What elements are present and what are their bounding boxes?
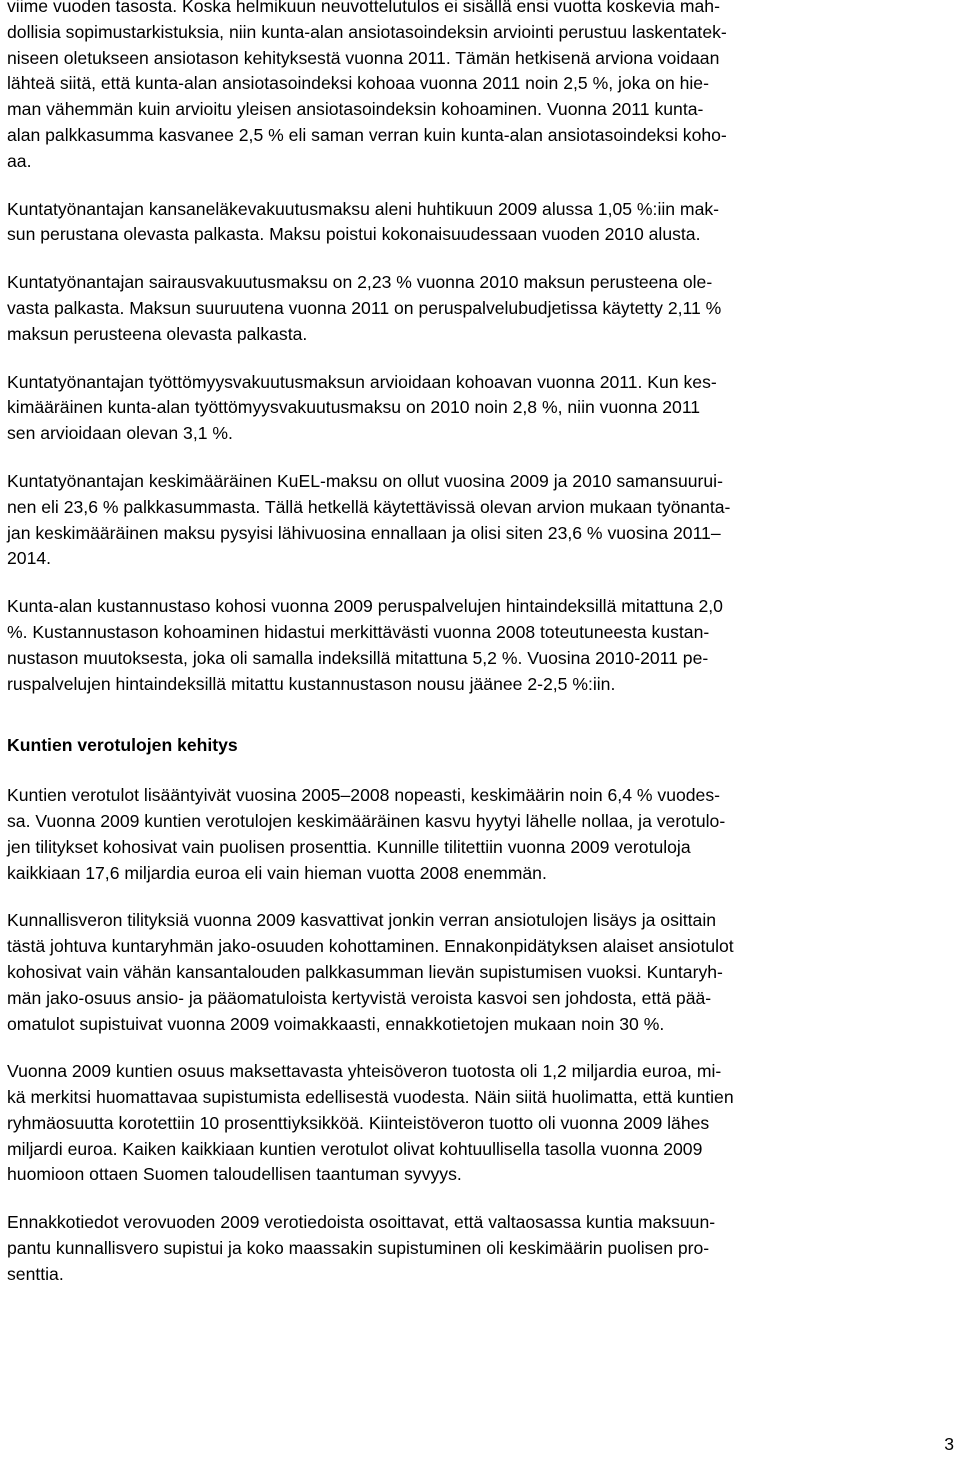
text-line: alan palkkasumma kasvanee 2,5 % eli saman verran kuin kunta-alan ansiotasoindeksi koho- (7, 124, 727, 145)
text-line: senttia. (7, 1263, 64, 1284)
text-line: tästä johtuva kuntaryhmän jako-osuuden kohottaminen. Ennakonpidätyksen alaiset ansiotulot (7, 936, 734, 957)
paragraph (7, 594, 957, 697)
paragraph (7, 908, 957, 1037)
text-line: män jako-osuus ansio- ja pääomatuloista kertyvistä veroista kasvoi sen johdosta, että pää- (7, 987, 712, 1008)
text-line: kimääräinen kunta-alan työttömyysvakuutusmaksu on 2010 noin 2,8 %, niin vuonna 2011 (7, 397, 701, 418)
text-line: kä merkitsi huomattavaa supistumista edellisestä vuodesta. Näin siitä huolimatta, että kuntien (7, 1087, 734, 1108)
text-line: nustason muutoksesta, joka oli samalla indeksillä mitattuna 5,2 %. Vuosina 2010-2011 pe- (7, 647, 709, 668)
paragraph (7, 197, 957, 249)
text-line: aa. (7, 150, 32, 171)
text-line: %. Kustannustason kohoaminen hidastui merkittävästi vuonna 2008 toteutuneesta kustan- (7, 621, 710, 642)
text-line: Kuntatyönantajan kansaneläkevakuutusmaksu aleni huhtikuun 2009 alussa 1,05 %:iin mak- (7, 198, 720, 219)
text-line: Kuntatyönantajan työttömyysvakuutusmaksun arvioidaan kohoavan vuonna 2011. Kun kes- (7, 371, 717, 392)
paragraph (7, 1210, 957, 1287)
text-line: maksun perusteena olevasta palkasta. (7, 323, 308, 344)
top-paragraphs (7, 0, 957, 697)
section-heading: Kuntien verotulojen kehitys (7, 735, 238, 756)
text-line: Kuntatyönantajan keskimääräinen KuEL-maksu on ollut vuosina 2009 ja 2010 samansuurui- (7, 470, 723, 491)
text-line: vasta palkasta. Maksun suuruutena vuonna 2011 on peruspalvelubudjetissa käytetty 2,11 % (7, 297, 722, 318)
text-line: Kuntatyönantajan sairausvakuutusmaksu on 2,23 % vuonna 2010 maksun perusteena ole- (7, 272, 713, 293)
text-line: ryhmäosuutta korotettiin 10 prosenttiyksikköä. Kiinteistöveron tuotto oli vuonna 2009 lähes (7, 1112, 710, 1133)
paragraph (7, 469, 957, 572)
text-line: jen tilitykset kohosivat vain puolisen prosenttia. Kunnille tilitettiin vuonna 2009 verotuloja (7, 836, 691, 857)
document-page (7, 0, 957, 1310)
text-line: sun perustana olevasta palkasta. Maksu poistui kokonaisuudessaan vuoden 2010 alusta. (7, 224, 701, 245)
text-line: Kunnallisveron tilityksiä vuonna 2009 kasvattivat jonkin verran ansiotulojen lisäys ja osittain (7, 910, 717, 931)
paragraph (7, 783, 957, 886)
text-line: omatulot supistuivat vuonna 2009 voimakkaasti, ennakkotietojen mukaan noin 30 %. (7, 1013, 665, 1034)
paragraph (7, 1059, 957, 1188)
text-line: nen eli 23,6 % palkkasummasta. Tällä hetkellä käytettävissä olevan arvion mukaan työnanta- (7, 496, 731, 517)
text-line: kaikkiaan 17,6 miljardia euroa eli vain hieman vuotta 2008 enemmän. (7, 862, 547, 883)
text-line: ruspalvelujen hintaindeksillä mitattu kustannustason nousu jäänee 2-2,5 %:iin. (7, 673, 616, 694)
text-line: Kunta-alan kustannustaso kohosi vuonna 2009 peruspalvelujen hintaindeksillä mitattuna 2,0 (7, 596, 723, 617)
paragraph (7, 270, 957, 347)
text-line: niseen oletukseen ansiotason kehityksestä vuonna 2011. Tämän hetkisenä arviona voidaan (7, 47, 720, 68)
text-line: viime vuoden tasosta. Koska helmikuun neuvottelutulos ei sisällä ensi vuotta koskevia mah- (7, 0, 720, 16)
text-line: sa. Vuonna 2009 kuntien verotulojen keskimääräinen kasvu hyytyi lähelle nollaa, ja verotulo- (7, 810, 726, 831)
text-line: jan keskimääräinen maksu pysyisi lähivuosina ennallaan ja olisi siten 23,6 % vuosina 2011– (7, 522, 721, 543)
bottom-paragraphs (7, 783, 957, 1288)
text-line: man vähemmän kuin arvioitu yleisen ansiotasoindeksin kohoaminen. Vuonna 2011 kunta- (7, 99, 704, 120)
text-line: lähteä siitä, että kunta-alan ansiotasoindeksi kohoaa vuonna 2011 noin 2,5 %, joka on hie- (7, 73, 709, 94)
text-line: pantu kunnallisvero supistui ja koko maassakin supistuminen oli keskimäärin puolisen pro- (7, 1238, 710, 1259)
text-line: Kuntien verotulot lisääntyivät vuosina 2005–2008 nopeasti, keskimäärin noin 6,4 % vuodes- (7, 785, 720, 806)
text-line: Ennakkotiedot verovuoden 2009 verotiedoista osoittavat, että valtaosassa kuntia maksuun- (7, 1212, 716, 1233)
paragraph (7, 370, 957, 447)
text-line: kohosivat vain vähän kansantalouden palkkasumman lievän supistumisen vuoksi. Kuntaryh- (7, 961, 723, 982)
text-line: Vuonna 2009 kuntien osuus maksettavasta yhteisöveron tuotosta oli 1,2 miljardia euroa, mi- (7, 1061, 722, 1082)
page-number: 3 (944, 1434, 954, 1454)
paragraph (7, 0, 957, 175)
text-line: sen arvioidaan olevan 3,1 %. (7, 423, 233, 444)
text-line: miljardi euroa. Kaiken kaikkiaan kuntien verotulot olivat kohtuullisella tasolla vuonna 2009 (7, 1138, 703, 1159)
text-line: huomioon ottaen Suomen taloudellisen taantuman syvyys. (7, 1164, 462, 1185)
text-line: dollisia sopimustarkistuksia, niin kunta-alan ansiotasoindeksin arviointi perustuu laskentatek- (7, 21, 727, 42)
text-line: 2014. (7, 548, 52, 569)
